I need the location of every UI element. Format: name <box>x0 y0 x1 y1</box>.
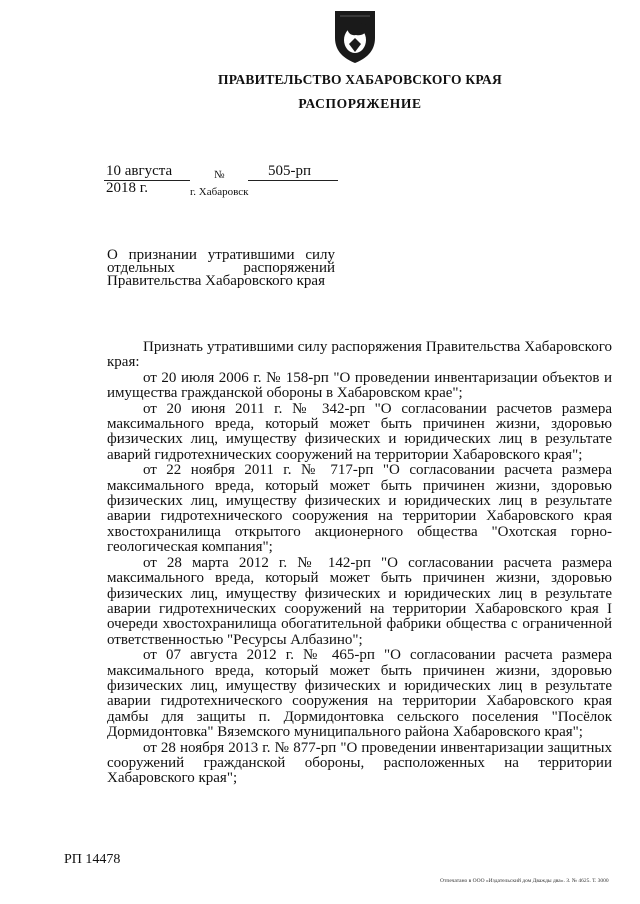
date-underline <box>104 180 190 181</box>
document-city: г. Хабаровск <box>190 186 249 198</box>
number-sign: № <box>214 169 225 181</box>
government-title: ПРАВИТЕЛЬСТВО ХАБАРОВСКОГО КРАЯ <box>218 72 502 87</box>
number-underline <box>248 180 338 181</box>
body-paragraph: Признать утратившими силу распоряжения Правительства Хабаровского края: <box>107 339 612 371</box>
coat-of-arms-emblem <box>331 8 379 64</box>
document-body <box>107 340 612 787</box>
document-number: 505-рп <box>268 163 312 179</box>
printer-note: Отпечатано в ООО «Издательский дом Дважды два». З. № 4625. Т. 3000 <box>440 878 609 884</box>
body-paragraph: от 22 ноября 2011 г. № 717-рп "О согласовании расчета размера максимального вреда, который может быть причинен жизни, здоровью физических лиц, имуществу физических и юридических лиц в результате аварии гидротехнического сооружения на территории Хабаровского края хвостохранилища открытого акционерного общества "Охотская горно-геологическая компания"; <box>107 462 612 556</box>
body-paragraph: от 28 ноября 2013 г. № 877-рп "О проведении инвентаризации защитных сооружений гражданской обороны, расположенных на территории Хабаровского края"; <box>107 739 612 787</box>
body-paragraph: от 28 марта 2012 г. № 142-рп "О согласовании расчета размера максимального вреда, который может быть причинен жизни, здоровью физических лиц, имуществу физических и юридических лиц в результате аварии гидротехнических сооружений на территории Хабаровского края I очереди хвостохранилища обогатительной фабрики общества с ограниченной ответственностью "Ресурсы Албазино"; <box>107 554 612 648</box>
document-type-title: РАСПОРЯЖЕНИЕ <box>298 96 422 111</box>
document-date: 10 августа 2018 г. <box>106 163 173 196</box>
body-paragraph: от 20 июля 2006 г. № 158-рп "О проведении инвентаризации объектов и имущества гражданской обороны в Хабаровском крае"; <box>107 369 612 402</box>
body-paragraph: от 07 августа 2012 г. № 465-рп "О согласовании расчета размера максимального вреда, который может быть причинен жизни, здоровью физических лиц, имуществу физических и юридических лиц в результате аварии гидротехнического сооружения на территории Хабаровского края дамбы для защиты п. Дормидонтовка сельского поселения "Посёлок Дормидонтовка" Вяземского муниципального района Хабаровского края"; <box>107 647 612 741</box>
document-footer-id: РП 14478 <box>64 852 121 867</box>
body-paragraph: от 20 июня 2011 г. № 342-рп "О согласовании расчетов размера максимального вреда, который может быть причинен жизни, здоровью физических лиц, имуществу физических и юридических лиц в результате аварий гидротехнических сооружений на территории Хабаровского края"; <box>107 400 612 463</box>
document-subject: О признании утратившими силу отдельных распоряжений Правительства Хабаровского края <box>107 247 335 289</box>
